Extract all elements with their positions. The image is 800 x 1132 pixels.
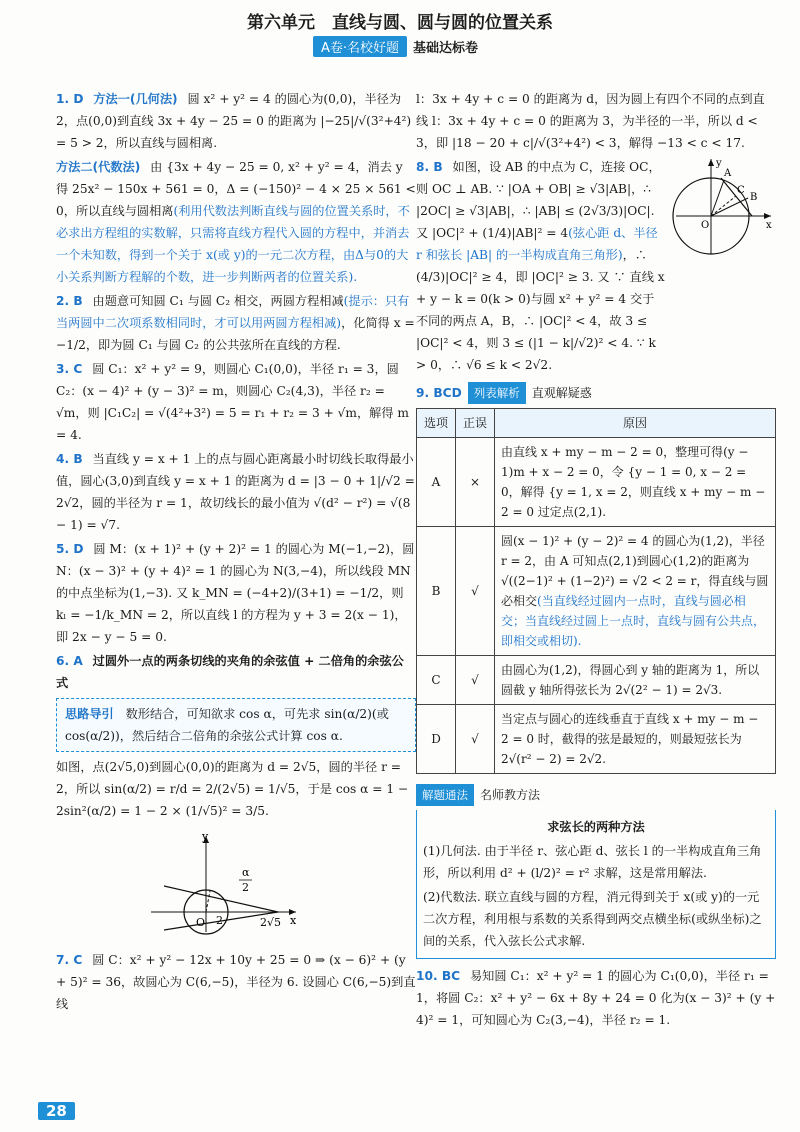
q6-hint-text: 数形结合，可知欲求 cos α，可先求 sin(α/2)(或 cos(α/2))，然后结合二倍角的余弦公式计算 cos α. — [65, 707, 389, 743]
q9-chip: 列表解析 — [468, 382, 526, 404]
fig6-point: 2√5 — [260, 916, 282, 929]
chord-figure — [666, 156, 776, 256]
row-reason: 圆(x − 1)² + (y − 2)² = 4 的圆心为(1,2)，半径 r = 2，由 A 可知点(2,1)到圆心(1,2)的距离为 √((2−1)² + (1−2)²) = √2 < 2 = r，得直线与圆必相交 — [501, 534, 769, 608]
row-option: C — [417, 656, 456, 705]
q10-num: 10. BC — [416, 969, 461, 983]
fig6-half: 2 — [242, 881, 249, 894]
row-note: (当直线经过圆内一点时，直线与圆必相交；当直线经过圆上一点时，直线与圆有公共点，即相交或相切). — [501, 594, 766, 648]
row-option: B — [417, 527, 456, 656]
table-row — [417, 438, 776, 527]
tangent-figure — [56, 828, 416, 936]
th-correct: 正误 — [456, 409, 495, 438]
fig8-y: y — [716, 158, 722, 169]
q2-num: 2. B — [56, 294, 83, 308]
method-box — [416, 810, 776, 959]
fig6-y-label: y — [202, 830, 209, 843]
row-reason: 由直线 x + my − m − 2 = 0，整理可得(y − 1)m + x − 2 = 0，令 {y − 1 = 0, x − 2 = 0，解得 {y = 1, x = 2，则直线 x + my − m − 2 = 0 过定点(2,1). — [495, 438, 776, 527]
q6-head: 过圆外一点的两条切线的夹角的余弦值 + 二倍角的余弦公式 — [56, 654, 404, 690]
q9-header — [416, 382, 776, 404]
q6-figure — [56, 828, 416, 943]
method-header — [416, 784, 776, 806]
fig8-o: O — [701, 220, 710, 231]
q10 — [416, 965, 776, 1031]
q1-method1-label: 方法一(几何法) — [93, 92, 178, 106]
q8-num: 8. B — [416, 160, 443, 174]
section-banner — [313, 36, 478, 56]
banner-pill: A卷·名校好题 — [313, 36, 407, 57]
fig8-x: x — [766, 220, 772, 231]
q2-note: (提示：只有当两圆中二次项系数相同时，才可以用两圆方程相减) — [56, 294, 410, 330]
method-geometric: (1)几何法. 由于半径 r、弦心距 d、弦长 l 的一半构成直角三角形，所以利用 d² + (l/2)² = r² 求解，这是常用解法. — [423, 844, 762, 880]
q5-num: 5. D — [56, 542, 84, 556]
q7-cont: l：3x + 4y + c = 0 的距离为 d，因为圆上有四个不同的点到直线 l：3x + 4y + c = 0 的距离为 3，为半径的一半，所以 d < 3，即 |18 − 20 + c|/√(3²+4²) < 3，解得 −13 < c < 17. — [416, 92, 765, 150]
fig6-alpha: α — [242, 866, 250, 879]
fig8-c: C — [737, 185, 745, 196]
q9-num: 9. BCD — [416, 386, 462, 400]
q1-method2 — [56, 156, 416, 288]
q1-text2: 由 {3x + 4y − 25 = 0, x² + y² = 4，消去 y 得 25x² − 150x + 561 = 0，Δ = (−150)² − 4 × 25 × 561 < 0，所以直线与圆相离 — [56, 160, 416, 218]
q9-sub: 直观解疑惑 — [531, 386, 592, 400]
q10-text: 易知圆 C₁：x² + y² = 1 的圆心为 C₁(0,0)，半径 r₁ = 1，将圆 C₂：x² + y² − 6x + 8y + 24 = 0 化为(x − 3)² + (y + 4)² = 1，可知圆心为 C₂(3,−4)，半径 r₂ = 1. — [416, 969, 776, 1027]
page-footer — [38, 1102, 75, 1120]
q1 — [56, 88, 416, 154]
q1-text: 圆 x² + y² = 4 的圆心为(0,0)，半径为2，点(0,0)到直线 3x + 4y − 25 = 0 的距离为 |−25|/√(3²+4²) = 5 > 2，所以直线与圆相离. — [56, 92, 412, 150]
q7-num: 7. C — [56, 953, 83, 967]
q8-text: 如图，设 AB 的中点为 C，连接 OC，则 OC ⊥ AB. ∵ |OA + OB| ≥ √3|AB|，∴ |2OC| ≥ √3|AB|，∴ |AB| ≤ (2√3/3)|OC|. 又 |OC|² + (1/4)|AB|² = 4 — [416, 160, 661, 240]
q4 — [56, 448, 416, 536]
method-sub: 名师教方法 — [480, 788, 541, 802]
q6-hint-box — [56, 698, 416, 752]
right-column — [416, 88, 776, 1033]
row-option: D — [417, 705, 456, 774]
q8-note: (弦心距 d、半径 r 和弦长 |AB| 的一半构成直角三角形) — [416, 226, 658, 262]
q8-text2: ，∴ (4/3)|OC|² ≥ 4，即 |OC|² ≥ 3. 又 ∵ 直线 x + y − k = 0(k > 0)与圆 x² + y² = 4 交于不同的两点 A，B，∴ |OC|² < 4，故 3 ≤ |OC|² < 4，则 3 ≤ (|1 − k|/√2)² < 4. ∵ k > 0，∴ √6 ≤ k < 2√2. — [416, 248, 665, 372]
q5-text: 圆 M：(x + 1)² + (y + 2)² = 1 的圆心为 M(−1,−2)，圆 N：(x − 3)² + (y + 4)² = 1 的圆心为 N(3,−4)，所以线段 MN 的中点坐标为(1,−3). 又 k_MN = (−4+2)/(3+1) = −1/2，则 kₗ = −1/k_MN = 2，所以直线 l 的方程为 y + 3 = 2(x − 1)，即 2x − y − 5 = 0. — [56, 542, 415, 644]
q3-text: 圆 C₁：x² + y² = 9，则圆心 C₁(0,0)，半径 r₁ = 3，圆 C₂：(x − 4)² + (y − 3)² = m，则圆心 C₂(4,3)，半径 r₂ = √m，则 |C₁C₂| = √(4²+3²) = 5 = r₁ + r₂ = 3 + √m，解得 m = 4. — [56, 362, 409, 442]
q2 — [56, 290, 416, 356]
q3-num: 3. C — [56, 362, 83, 376]
page-title: 第六单元 直线与圆、圆与圆的位置关系 — [247, 13, 553, 33]
left-column — [56, 88, 416, 1017]
q8-block — [416, 156, 776, 378]
fig8-a: A — [724, 168, 732, 179]
q7-text: 圆 C：x² + y² − 12x + 10y + 25 = 0 ⇒ (x − 6)² + (y + 5)² = 36，故圆心为 C(6,−5)，半径为 6. 设圆心 C(6,−5)到直线 — [56, 953, 416, 1011]
q2-text2: ，化简得 x = −1/2，即为圆 C₁ 与圆 C₂ 的公共弦所在直线的方程. — [56, 316, 415, 352]
q6 — [56, 650, 416, 694]
page-number: 28 — [38, 1102, 75, 1120]
row-option: A — [417, 438, 456, 527]
q6-hint-label: 思路导引 — [65, 707, 114, 721]
row-reason: 当定点与圆心的连线垂直于直线 x + my − m − 2 = 0 时，截得的弦是最短的，则最短弦长为 2√(r² − 2) = 2√2. — [495, 705, 776, 774]
q8 — [416, 156, 666, 376]
q1-note: (利用代数法判断直线与圆的位置关系时，不必求出方程组的实数解，只需将直线方程代入圆的方程中，并消去一个未知数，得到一个关于 x(或 y)的一元二次方程，由Δ与0的大小关系判断方程解的个数，进一步判断两者的位置关系). — [56, 204, 410, 284]
q7 — [56, 949, 416, 1015]
q2-text: 由题意可知圆 C₁ 与圆 C₂ 相交，两圆方程相减 — [92, 294, 344, 308]
q9-table — [416, 408, 776, 774]
table-row — [417, 705, 776, 774]
q3 — [56, 358, 416, 446]
fig6-radius: 2 — [216, 914, 223, 927]
q5 — [56, 538, 416, 648]
q1-method2-label: 方法二(代数法) — [56, 160, 141, 174]
th-reason: 原因 — [495, 409, 776, 438]
fig6-x-label: x — [290, 914, 297, 927]
fig6-origin: O — [196, 916, 206, 929]
fig8-b: B — [750, 192, 758, 203]
row-mark: √ — [456, 656, 495, 705]
table-row — [417, 656, 776, 705]
row-mark: √ — [456, 705, 495, 774]
row-reason: 由圆心为(1,2)，得圆心到 y 轴的距离为 1，所以圆截 y 轴所得弦长为 2√(2² − 1) = 2√3. — [495, 656, 776, 705]
q1-num: 1. D — [56, 92, 84, 106]
table-row — [417, 527, 776, 656]
q6-num: 6. A — [56, 654, 83, 668]
row-mark: × — [456, 438, 495, 527]
q4-num: 4. B — [56, 452, 83, 466]
banner-label: 基础达标卷 — [413, 40, 479, 56]
method-algebraic: (2)代数法. 联立直线与圆的方程，消元得到关于 x(或 y)的一元二次方程，利用根与系数的关系得到两交点横坐标(或纵坐标)之间的关系，代入弦长公式求解. — [423, 890, 762, 948]
q4-text: 当直线 y = x + 1 上的点与圆心距离最小时切线长取得最小值，圆心(3,0)到直线 y = x + 1 的距离为 d = |3 − 0 + 1|/√2 = 2√2，圆的半径为 r = 1，故切线长的最小值为 √(d² − r²) = √(8 − 1) = √7. — [56, 452, 415, 532]
method-chip: 解题通法 — [416, 784, 474, 806]
q6-solution: 如图，点(2√5,0)到圆心(0,0)的距离为 d = 2√5，圆的半径 r = 2，所以 sin(α/2) = r/d = 2/(2√5) = 1/√5，于是 cos α = 1 − 2sin²(α/2) = 1 − 2 × (1/√5)² = 3/5. — [56, 760, 409, 818]
row-mark: √ — [456, 527, 495, 656]
row-reason-cell — [495, 527, 776, 656]
method-title: 求弦长的两种方法 — [547, 820, 645, 834]
th-option: 选项 — [417, 409, 456, 438]
